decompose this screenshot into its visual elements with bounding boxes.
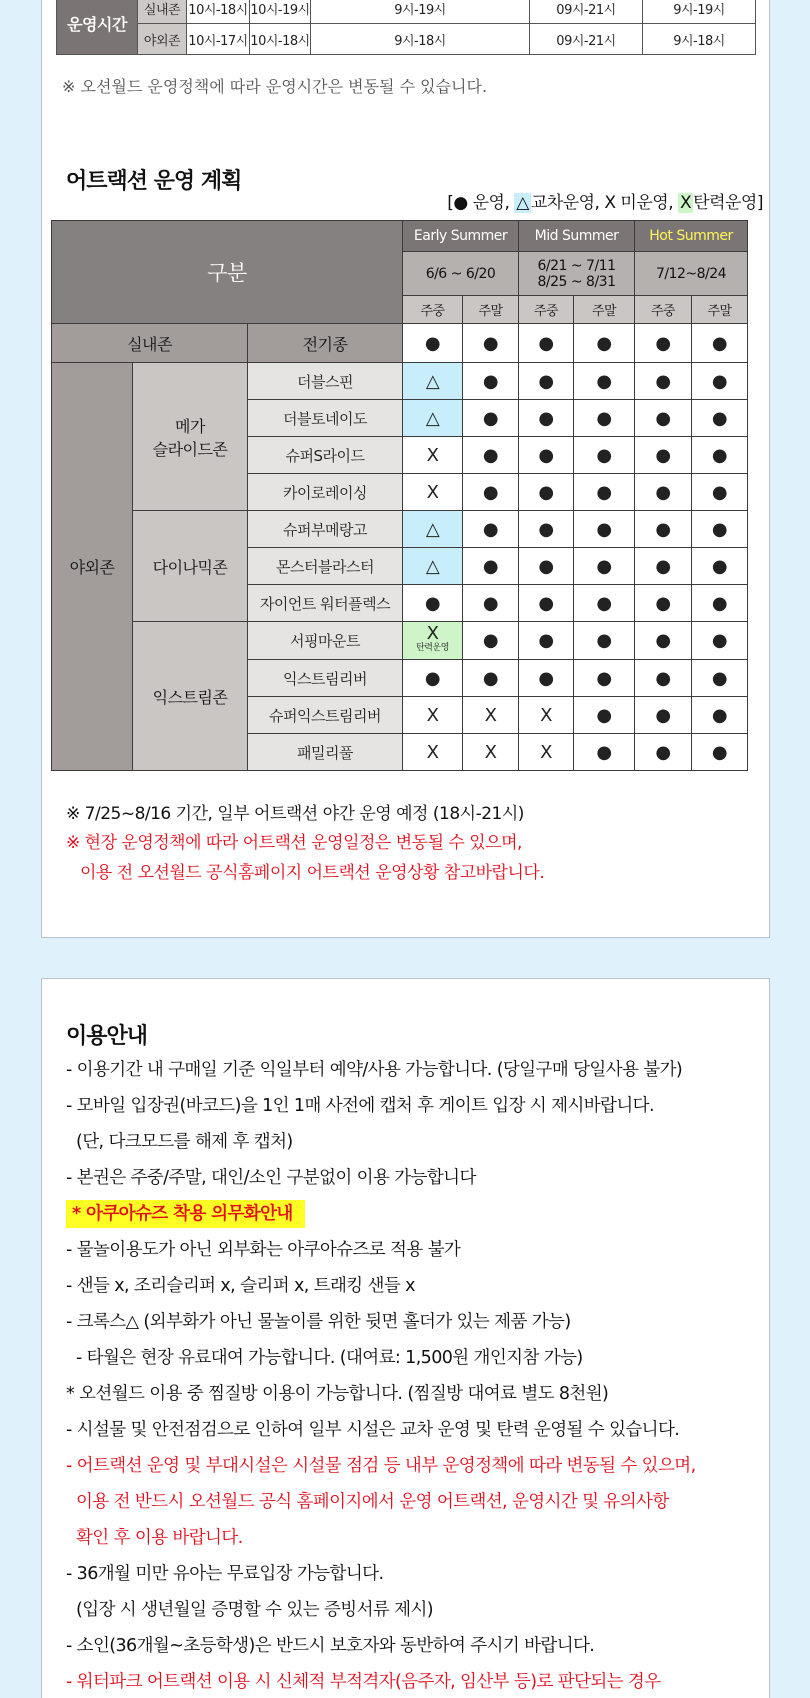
night-operation-note: ※ 7/25~8/16 기간, 일부 어트랙션 야간 운영 예정 (18시-21시) [66,804,524,824]
zone-mega-label-2: 슬라이드존 [152,439,228,459]
status-cell: ● [574,734,635,771]
ride-name: 슈퍼S라이드 [248,437,403,474]
usage-line: * 오션월드 이용 중 찜질방 이용이 가능합니다. (찜질방 대여료 별도 8천원) [66,1384,609,1404]
usage-line: (단, 다크모드를 해제 후 캡처) [76,1132,293,1152]
status-cell: ● [519,660,574,697]
status-cell: ● [692,324,748,363]
status-cell: ● [519,324,574,363]
legend-dot-label: 운영, [472,193,510,213]
usage-line: - 모바일 입장권(바코드)을 1인 1매 사전에 캡처 후 게이트 입장 시 제시바랍니다. [66,1096,654,1116]
ride-name: 슈퍼부메랑고 [248,511,403,548]
legend-bracket: [ [447,193,454,213]
status-cell: ● [635,511,692,548]
usage-line-red: 이용 전 반드시 오션월드 공식 홈페이지에서 운영 어트랙션, 운영시간 및 유의사항 [76,1492,669,1512]
ride-name: 몬스터블라스터 [248,548,403,585]
status-cell: ● [692,660,748,697]
hours-cell: 09시-21시 [530,24,643,55]
status-cell: ● [635,437,692,474]
legend-x-label: 미운영, [620,193,674,213]
status-cell: ● [574,548,635,585]
usage-line: - 타월은 현장 유료대여 가능합니다. (대여료: 1,500원 개인지참 가능) [76,1348,583,1368]
status-cell: ● [574,622,635,660]
usage-line: - 시설물 및 안전점검으로 인하여 일부 시설은 교차 운영 및 탄력 운영될 수 있습니다. [66,1420,680,1440]
usage-line: - 이용기간 내 구매일 기준 익일부터 예약/사용 가능합니다. (당일구매 당일사용 불가) [66,1060,683,1080]
hours-zone-outdoor: 야외존 [138,24,187,55]
legend-triangle-icon: △ [516,193,529,213]
status-cell: △ [403,548,463,585]
status-cell: ● [635,363,692,400]
zone-extreme: 익스트림존 [133,622,248,771]
season-mid-range [519,252,635,296]
status-cell: ● [635,660,692,697]
status-cell: ● [574,324,635,363]
zone-dynamic: 다이나믹존 [133,511,248,622]
season-mid: Mid Summer [519,221,635,252]
status-cell: ● [463,474,519,511]
operating-hours-label: 운영시간 [57,0,138,55]
status-cell: ● [574,697,635,734]
season-early-range: 6/6 ~ 6/20 [403,252,519,296]
season-early: Early Summer [403,221,519,252]
hours-cell: 9시-19시 [311,0,530,24]
usage-line: - 소인(36개월~초등학생)은 반드시 보호자와 동반하여 주시기 바랍니다. [66,1636,595,1656]
ride-name: 익스트림리버 [248,660,403,697]
status-cell: X [403,734,463,771]
status-cell: ● [519,437,574,474]
status-cell: ● [635,548,692,585]
status-cell: ● [635,585,692,622]
weekday-header: 주중 [403,296,463,324]
status-cell: ● [692,697,748,734]
status-cell: ● [574,585,635,622]
status-cell: ● [463,548,519,585]
usage-line-red: - 어트랙션 운영 및 부대시설은 시설물 점검 등 내부 운영정책에 따라 변동될 수 있으며, [66,1456,696,1476]
status-cell: X [403,437,463,474]
status-cell: ● [574,660,635,697]
legend-x-flex-icon: X [680,193,692,213]
usage-line: - 본권은 주중/주말, 대인/소인 구분없이 이용 가능합니다 [66,1168,476,1188]
weekday-header: 주중 [519,296,574,324]
attraction-table [51,220,748,771]
season-hot: Hot Summer [635,221,748,252]
ride-name: 더블토네이도 [248,400,403,437]
status-cell: ● [692,400,748,437]
status-cell: ● [403,585,463,622]
status-cell: △ [403,400,463,437]
usage-line-red: - 워터파크 어트랙션 이용 시 신체적 부적격자(음주자, 임산부 등)로 판단되는 경우 [66,1672,661,1692]
attraction-plan-card [41,0,770,938]
weekend-header: 주말 [692,296,748,324]
usage-line: - 36개월 미만 유아는 무료입장 가능합니다. [66,1564,384,1584]
legend-bracket: ] [756,193,763,213]
status-cell: X [463,734,519,771]
status-cell: ● [463,400,519,437]
status-cell: ● [463,437,519,474]
status-cell: ● [574,511,635,548]
hours-cell: 9시-18시 [311,24,530,55]
zone-mega-slide [133,363,248,511]
hours-cell: 9시-18시 [643,24,756,55]
status-cell: ● [403,660,463,697]
status-cell: ● [692,622,748,660]
status-cell: ● [692,585,748,622]
status-cell: ● [692,548,748,585]
usage-line: - 물놀이용도가 아닌 외부화는 아쿠아슈즈로 적용 불가 [66,1240,461,1260]
status-cell: ● [519,400,574,437]
status-cell: ● [519,548,574,585]
usage-line: - 샌들 x, 조리슬리퍼 x, 슬리퍼 x, 트래킹 샌들 x [66,1276,415,1296]
legend-triangle-label: 교차운영, [530,193,600,213]
season-mid-range-2: 8/25 ~ 8/31 [537,273,616,290]
status-cell: ● [519,363,574,400]
usage-line: - 크록스△ (외부화가 아닌 물놀이를 위한 뒷면 홀더가 있는 제품 가능) [66,1312,571,1332]
ride-name: 더블스핀 [248,363,403,400]
hours-cell: 10시-17시 [187,24,250,55]
legend [447,188,763,213]
status-cell: ● [692,363,748,400]
season-mid-range-1: 6/21 ~ 7/11 [537,257,616,274]
ride-name: 서핑마운트 [248,622,403,660]
hours-zone-indoor: 실내존 [138,0,187,24]
status-cell: ● [519,585,574,622]
status-cell: ● [635,734,692,771]
legend-x-icon: X [604,193,616,213]
status-cell: ● [463,363,519,400]
usage-line-red: 확인 후 이용 바랍니다. [76,1528,243,1548]
weekday-header: 주중 [635,296,692,324]
usage-line: (입장 시 생년월일 증명할 수 있는 증빙서류 제시) [76,1600,433,1620]
hours-cell: 09시-21시 [530,0,643,24]
status-cell: X [463,697,519,734]
ride-name: 슈퍼익스트림리버 [248,697,403,734]
status-cell: ● [574,437,635,474]
ride-name: 자이언트 워터플렉스 [248,585,403,622]
zone-outdoor: 야외존 [52,363,133,771]
status-cell-flex [403,622,463,660]
status-cell: ● [692,474,748,511]
status-cell: X [519,697,574,734]
status-cell: ● [463,622,519,660]
season-hot-range: 7/12~8/24 [635,252,748,296]
status-cell: ● [692,734,748,771]
aqua-shoes-highlight: * 아쿠아슈즈 착용 의무화안내 [66,1200,305,1228]
status-cell: ● [635,324,692,363]
zone-indoor: 실내존 [52,324,248,363]
legend-x-flex-label: 탄력운영 [693,193,757,213]
ride-name: 패밀리풀 [248,734,403,771]
hours-cell: 10시-18시 [187,0,250,24]
status-cell: ● [519,511,574,548]
status-cell: X [403,474,463,511]
hours-note: ※ 오션월드 운영정책에 따라 운영시간은 변동될 수 있습니다. [62,77,488,96]
status-cell: ● [635,697,692,734]
ride-name: 전기종 [248,324,403,363]
schedule-change-note-2: 이용 전 오션월드 공식홈페이지 어트랙션 운영상황 참고바랍니다. [80,863,545,883]
gubun-header: 구분 [52,221,403,324]
status-cell: ● [635,400,692,437]
status-cell: △ [403,363,463,400]
zone-mega-label-1: 메가 [175,416,205,436]
status-x: X [426,622,439,644]
status-cell: ● [692,437,748,474]
schedule-change-note: ※ 현장 운영정책에 따라 어트랙션 운영일정은 변동될 수 있으며, [66,833,522,853]
status-cell: X [403,697,463,734]
usage-info-card [41,978,770,1698]
status-cell: ● [519,474,574,511]
status-flex-label: 탄력운영 [416,642,449,653]
status-cell: ● [574,400,635,437]
operating-hours-table [56,0,756,55]
status-cell: X [519,734,574,771]
legend-dot-icon: ● [453,193,468,213]
status-cell: ● [403,324,463,363]
status-cell: ● [692,511,748,548]
usage-info-title: 이용안내 [66,1024,148,1049]
hours-cell: 10시-19시 [250,0,311,24]
weekend-header: 주말 [463,296,519,324]
status-cell: ● [635,474,692,511]
status-cell: ● [574,363,635,400]
status-cell: ● [463,585,519,622]
status-cell: △ [403,511,463,548]
hours-cell: 10시-18시 [250,24,311,55]
status-cell: ● [635,622,692,660]
ride-name: 카이로레이싱 [248,474,403,511]
attraction-plan-title: 어트랙션 운영 계획 [66,169,242,194]
status-cell: ● [574,474,635,511]
aqua-shoes-notice [66,1200,305,1225]
hours-cell: 9시-19시 [643,0,756,24]
status-cell: ● [519,622,574,660]
status-cell: ● [463,511,519,548]
status-cell: ● [463,324,519,363]
weekend-header: 주말 [574,296,635,324]
status-cell: ● [463,660,519,697]
